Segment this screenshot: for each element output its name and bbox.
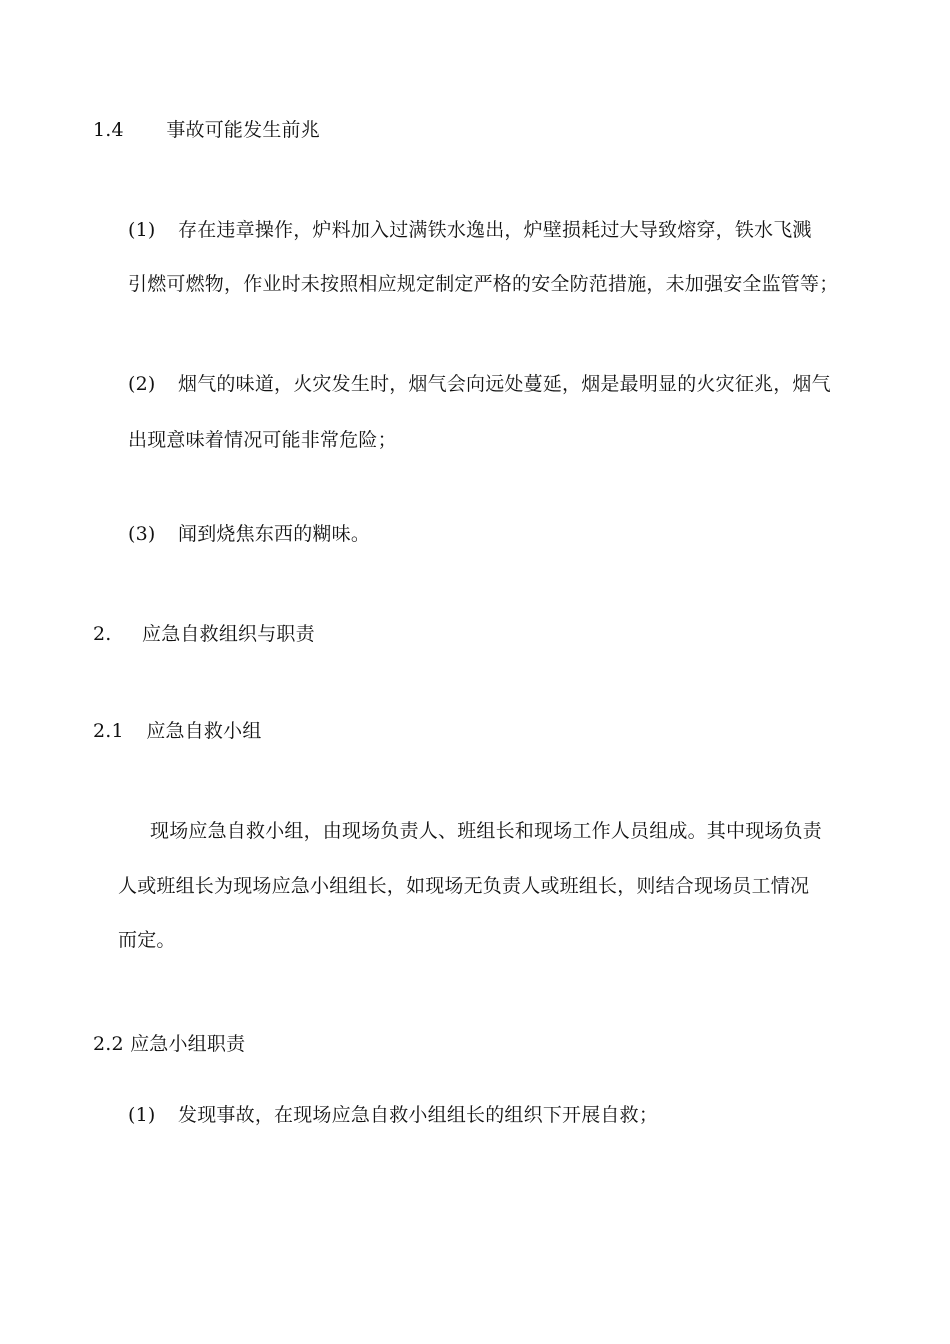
list-item: [128, 372, 831, 396]
list-item: [128, 1103, 658, 1127]
section-number: 2.1: [93, 720, 124, 742]
list-item: [128, 522, 370, 546]
list-marker: (3): [128, 523, 156, 545]
section-title: 应急小组职责: [130, 1033, 246, 1055]
section-title: 应急自救小组: [146, 720, 262, 742]
section-number: 2.: [93, 623, 112, 645]
list-item: [128, 218, 812, 242]
paragraph-line: 而定。: [118, 929, 176, 951]
list-marker: (2): [128, 373, 156, 395]
list-item-continuation: 引燃可燃物，作业时未按照相应规定制定严格的安全防范措施，未加强安全监管等；: [128, 273, 839, 295]
list-marker: (1): [128, 1104, 156, 1126]
paragraph-line: 现场应急自救小组，由现场负责人、班组长和现场工作人员组成。其中现场负责: [150, 820, 823, 842]
section-2-2-heading: [93, 1032, 245, 1056]
list-marker: (1): [128, 219, 156, 241]
section-number: 1.4: [93, 119, 124, 141]
list-text: 发现事故，在现场应急自救小组组长的组织下开展自救；: [178, 1104, 659, 1126]
section-title: 事故可能发生前兆: [166, 119, 320, 141]
section-title: 应急自救组织与职责: [142, 623, 315, 645]
list-item-continuation: 出现意味着情况可能非常危险；: [128, 429, 397, 451]
paragraph-line: 人或班组长为现场应急小组组长，如现场无负责人或班组长，则结合现场员工情况: [118, 875, 810, 897]
list-text: 烟气的味道，火灾发生时，烟气会向远处蔓延，烟是最明显的火灾征兆，烟气: [178, 373, 831, 395]
section-number: 2.2: [93, 1033, 124, 1055]
list-text: 闻到烧焦东西的糊味。: [178, 523, 371, 545]
section-2-heading: [93, 622, 315, 646]
list-text: 存在违章操作，炉料加入过满铁水逸出，炉壁损耗过大导致熔穿，铁水飞溅: [178, 219, 812, 241]
section-1-4-heading: [93, 118, 320, 142]
section-2-1-heading: [93, 719, 262, 743]
